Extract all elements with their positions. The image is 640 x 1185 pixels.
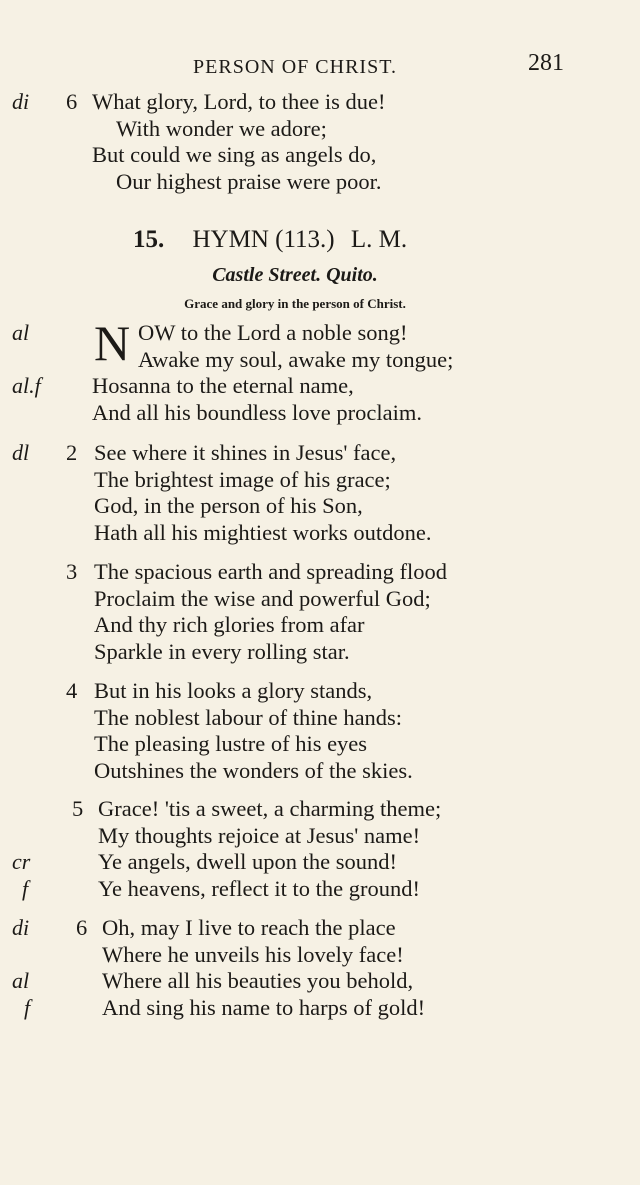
verse-text: What glory, Lord, to thee is due!	[92, 89, 386, 114]
verse-line	[0, 347, 640, 374]
verse-text: See where it shines in Jesus' face,	[94, 440, 397, 465]
verse-text: Proclaim the wise and powerful God;	[94, 585, 431, 611]
verse-line	[0, 705, 640, 732]
hymn-heading	[133, 226, 407, 254]
verse-text: Ye heavens, reflect it to the ground!	[98, 875, 420, 901]
verse-text: Our highest praise were poor.	[116, 168, 382, 194]
dynamic-mark: cr	[12, 849, 31, 874]
hymn-meter: L. M.	[350, 226, 408, 253]
verse-text: Hosanna to the eternal name,	[92, 373, 354, 398]
verse-text: But in his looks a glory stands,	[94, 678, 373, 703]
verse-line	[0, 915, 640, 942]
verse-line	[0, 586, 640, 613]
verse-line	[0, 639, 640, 666]
verse-text: Ye angels, dwell upon the sound!	[98, 849, 397, 874]
page-number: 281	[528, 50, 564, 76]
verse-line	[0, 467, 640, 494]
verse-line	[0, 89, 640, 116]
verse-text: The brightest image of his grace;	[94, 466, 391, 492]
stanza-3	[0, 559, 640, 665]
running-header: PERSON OF CHRIST.	[193, 56, 397, 78]
verse-text: Outshines the wonders of the skies.	[94, 757, 413, 783]
dynamic-mark: f	[22, 875, 29, 901]
stanza-number: 5	[72, 796, 84, 821]
verse-text: Where he unveils his lovely face!	[102, 941, 404, 967]
stanza-number: 2	[66, 440, 78, 465]
verse-text: With wonder we adore;	[116, 115, 327, 141]
hymn-title: HYMN (113.)	[192, 226, 335, 253]
verse-text: Sparkle in every rolling star.	[94, 638, 350, 664]
dynamic-mark: f	[24, 994, 31, 1020]
verse-text: Oh, may I live to reach the place	[102, 915, 396, 940]
stanza-2	[0, 440, 640, 546]
verse-line	[0, 116, 640, 143]
verse-text: And all his boundless love proclaim.	[92, 399, 422, 425]
verse-line	[0, 731, 640, 758]
verse-line	[0, 612, 640, 639]
stanza-number: 4	[66, 678, 78, 703]
verse-text: Hath all his mightiest works outdone.	[94, 519, 432, 545]
verse-text: My thoughts rejoice at Jesus' name!	[98, 822, 421, 848]
verse-line	[0, 320, 640, 347]
verse-text: And sing his name to harps of gold!	[102, 994, 426, 1020]
stanza-6	[0, 915, 640, 1021]
dynamic-mark: di	[12, 915, 30, 940]
stanza-number: 6	[76, 915, 88, 940]
verse-line	[0, 968, 640, 995]
verse-line	[0, 876, 640, 903]
verse-line	[0, 493, 640, 520]
verse-line	[0, 678, 640, 705]
stanza-number: 3	[66, 559, 78, 584]
stanza-1	[0, 315, 640, 426]
verse-line	[0, 169, 640, 196]
stanza-4	[0, 678, 640, 784]
verse-text: The spacious earth and spreading flood	[94, 559, 448, 584]
verse-line	[0, 559, 640, 586]
dynamic-mark: al	[12, 968, 30, 993]
verse-line	[0, 995, 640, 1022]
verse-line	[0, 849, 640, 876]
dynamic-mark: al.f	[12, 373, 41, 398]
verse-line	[0, 796, 640, 823]
hymn-number: 15.	[133, 226, 165, 253]
verse-line	[0, 758, 640, 785]
verse-line	[0, 942, 640, 969]
stanza-number: 6	[66, 89, 78, 114]
stanza-5	[0, 796, 640, 902]
dynamic-mark: dl	[12, 440, 30, 465]
verse-line	[0, 440, 640, 467]
verse-text: But could we sing as angels do,	[92, 142, 377, 167]
verse-text: And thy rich glories from afar	[94, 612, 365, 637]
verse-text: The pleasing lustre of his eyes	[94, 731, 368, 756]
verse-text: Where all his beauties you behold,	[102, 968, 414, 993]
verse-line	[0, 823, 640, 850]
verse-line	[0, 520, 640, 547]
verse-line	[0, 373, 640, 400]
verse-text: God, in the person of his Son,	[94, 493, 363, 518]
prev-stanza	[0, 89, 640, 195]
verse-text: The noblest labour of thine hands:	[94, 704, 403, 730]
verse-line	[0, 400, 640, 427]
drop-cap: N	[94, 315, 131, 371]
tune-names: Castle Street. Quito.	[212, 264, 378, 286]
hymn-subject: Grace and glory in the person of Christ.	[184, 296, 406, 311]
verse-text: Grace! 'tis a sweet, a charming theme;	[98, 796, 442, 821]
verse-line	[0, 142, 640, 169]
verse-text: Awake my soul, awake my tongue;	[138, 346, 454, 372]
verse-text: OW to the Lord a noble song!	[138, 320, 408, 345]
dynamic-mark: di	[12, 89, 30, 114]
dynamic-mark: al	[12, 320, 30, 345]
